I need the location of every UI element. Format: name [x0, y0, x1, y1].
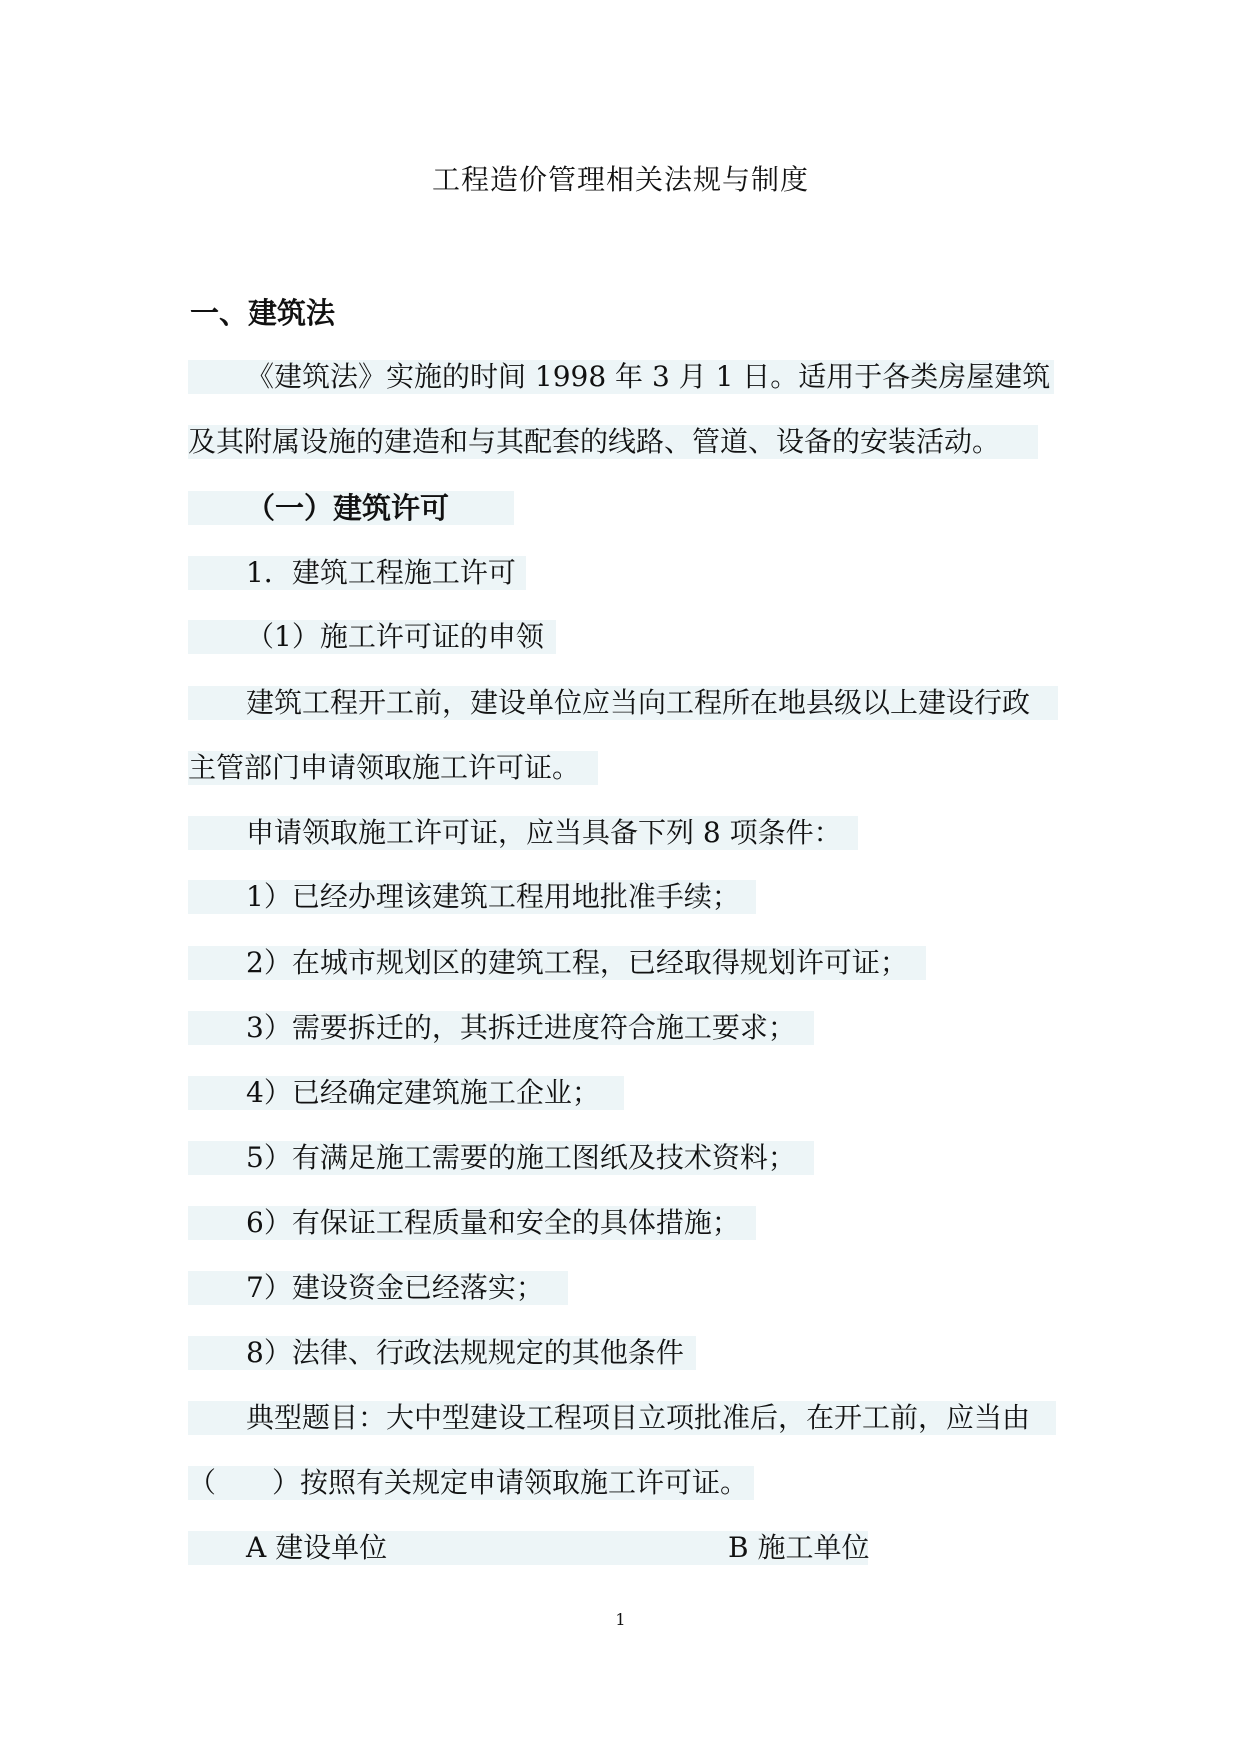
option-a: A 建设单位 — [246, 1531, 388, 1564]
condition-item: 5）有满足施工需要的施工图纸及技术资料； — [188, 1141, 814, 1175]
conditions-intro: 申请领取施工许可证，应当具备下列 8 项条件： — [188, 816, 858, 850]
condition-item: 2）在城市规划区的建筑工程，已经取得规划许可证； — [188, 946, 926, 980]
page-number: 1 — [615, 1610, 626, 1629]
condition-item: 1）已经办理该建筑工程用地批准手续； — [188, 880, 756, 914]
condition-item: 3）需要拆迁的，其拆迁进度符合施工要求； — [188, 1011, 814, 1045]
subsection-heading: （一）建筑许可 — [188, 491, 514, 525]
example-question-line-1: 典型题目：大中型建设工程项目立项批准后，在开工前，应当由 — [188, 1401, 1056, 1435]
intro-line-2: 及其附属设施的建造和与其配套的线路、管道、设备的安装活动。 — [188, 425, 1038, 459]
item-1-1: （1）施工许可证的申领 — [188, 620, 556, 654]
item-1: 1．建筑工程施工许可 — [188, 556, 526, 590]
condition-item: 6）有保证工程质量和安全的具体措施； — [188, 1206, 756, 1240]
paragraph-line-1: 建筑工程开工前，建设单位应当向工程所在地县级以上建设行政 — [188, 686, 1058, 720]
paragraph-line-2: 主管部门申请领取施工许可证。 — [188, 751, 598, 785]
option-b: B 施工单位 — [728, 1531, 870, 1564]
condition-item: 7）建设资金已经落实； — [188, 1271, 568, 1305]
condition-item: 4）已经确定建筑施工企业； — [188, 1076, 624, 1110]
section-heading: 一、建筑法 — [190, 296, 336, 330]
page-title: 工程造价管理相关法规与制度 — [431, 163, 809, 196]
example-question-line-2: （ ）按照有关规定申请领取施工许可证。 — [188, 1466, 754, 1500]
intro-line-1: 《建筑法》实施的时间 1998 年 3 月 1 日。适用于各类房屋建筑 — [188, 360, 1054, 394]
condition-item: 8）法律、行政法规规定的其他条件 — [188, 1336, 696, 1370]
answer-options-row — [188, 1531, 868, 1565]
